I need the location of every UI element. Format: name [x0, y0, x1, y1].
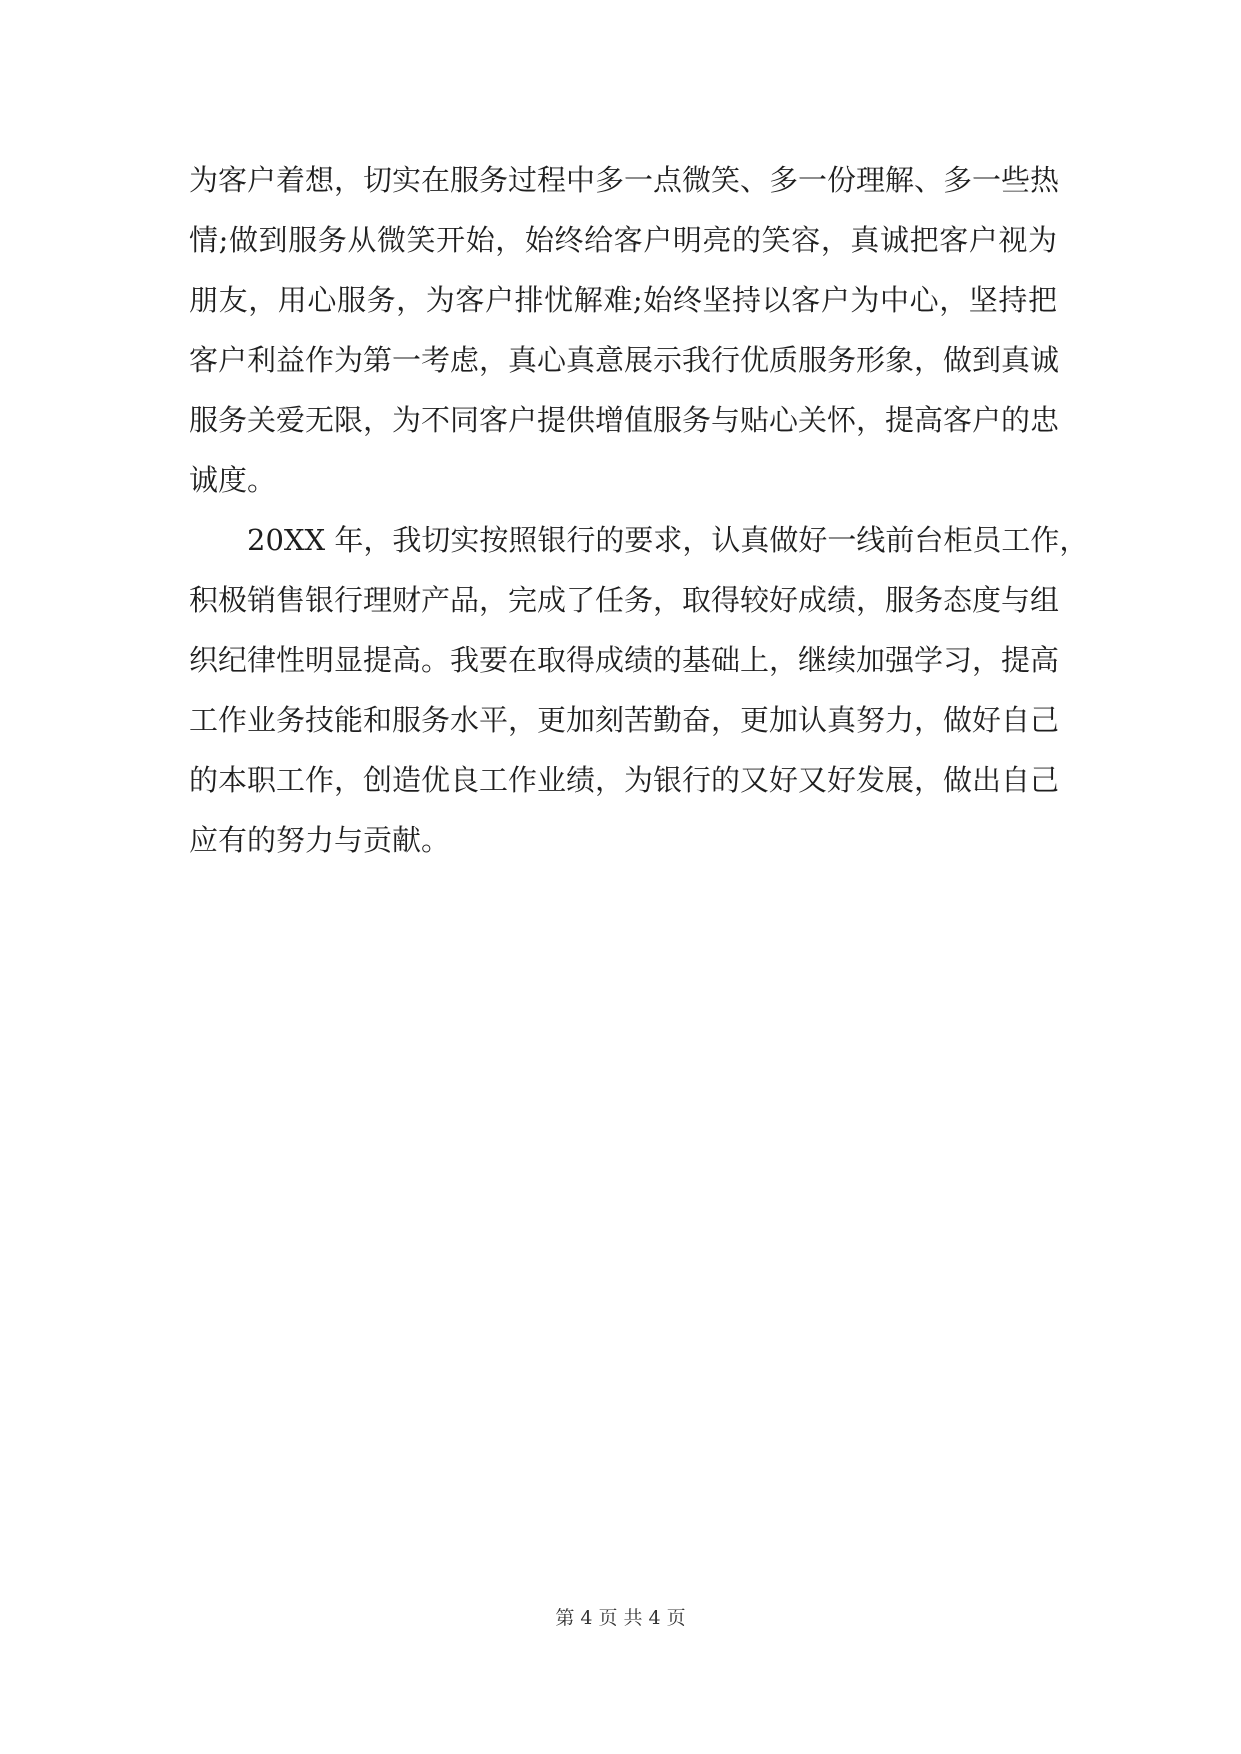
paragraph-1-line-3: 朋友，用心服务，为客户排忧解难;始终坚持以客户为中心，坚持把: [189, 283, 1057, 317]
paragraph-2-line-2: 积极销售银行理财产品，完成了任务，取得较好成绩，服务态度与组: [189, 583, 1060, 617]
paragraph-2-line-1: 20XX 年，我切实按照银行的要求，认真做好一线前台柜员工作，: [247, 523, 1089, 557]
paragraph-1-line-2: 情;做到服务从微笑开始，始终给客户明亮的笑容，真诚把客户视为: [189, 223, 1057, 257]
paragraph-2-line-3: 织纪律性明显提高。我要在取得成绩的基础上，继续加强学习，提高: [189, 643, 1060, 677]
paragraph-1-line-4: 客户利益作为第一考虑，真心真意展示我行优质服务形象，做到真诚: [189, 343, 1060, 377]
paragraph-1-line-6: 诚度。: [189, 463, 277, 497]
page-number-footer: 第 4 页 共 4 页: [555, 1607, 686, 1629]
paragraph-1-line-1: 为客户着想，切实在服务过程中多一点微笑、多一份理解、多一些热: [189, 163, 1060, 197]
paragraph-1-line-5: 服务关爱无限，为不同客户提供增值服务与贴心关怀，提高客户的忠: [189, 403, 1060, 437]
paragraph-2-line-5: 的本职工作，创造优良工作业绩，为银行的又好又好发展，做出自己: [189, 763, 1060, 797]
paragraph-2-line-6: 应有的努力与贡献。: [189, 823, 451, 857]
paragraph-2-line-4: 工作业务技能和服务水平，更加刻苦勤奋，更加认真努力，做好自己: [189, 703, 1060, 737]
